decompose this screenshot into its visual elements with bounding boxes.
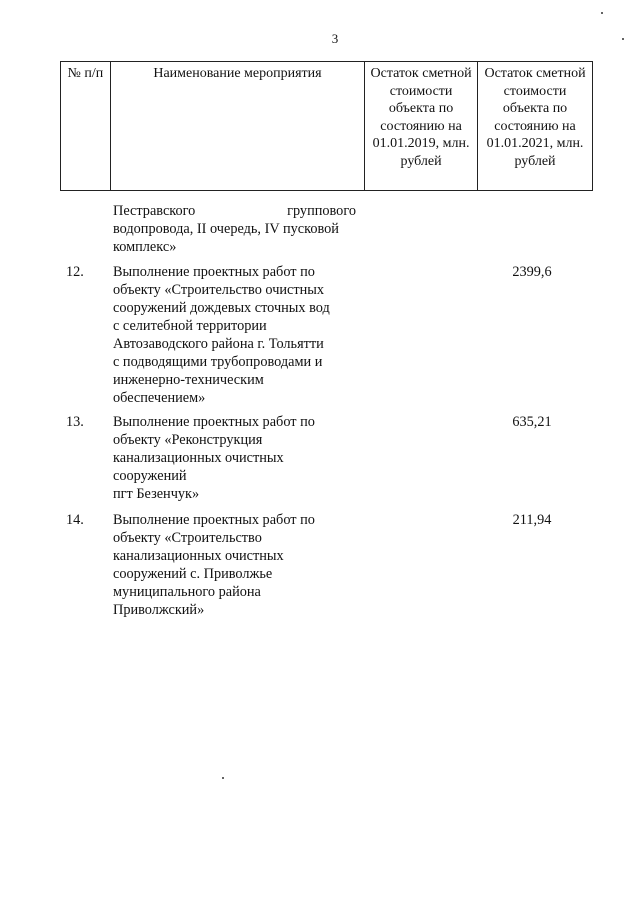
continued-line-3: комплекс» — [113, 239, 177, 255]
row-name-line: сооружений — [113, 468, 187, 484]
row-name-line: с селитебной территории — [113, 318, 267, 334]
row-name-line: Выполнение проектных работ по — [113, 414, 315, 430]
row-name-line: канализационных очистных — [113, 450, 284, 466]
row-name-line: объекту «Строительство — [113, 530, 262, 546]
row-name-line: инженерно-техническим — [113, 372, 264, 388]
row-name — [113, 263, 353, 407]
row-name-line: с подводящими трубопроводами и — [113, 354, 323, 370]
page-number: 3 — [331, 31, 339, 46]
row-name-line: сооружений с. Приволжье — [113, 566, 273, 582]
row-name-line: Выполнение проектных работ по — [113, 512, 315, 528]
row-value-2021: 635,21 — [512, 414, 552, 430]
header-col-2019: Остаток сметной стоимости объекта по состоянию на 01.01.2019, млн. рублей — [365, 62, 478, 191]
continued-line-1-left: Пестравского — [113, 203, 196, 219]
row-name-line: Выполнение проектных работ по — [113, 264, 315, 280]
row-name-line: муниципального района — [113, 584, 261, 600]
continued-line-1 — [113, 202, 356, 220]
row-name-line: объекту «Строительство очистных — [113, 282, 325, 298]
scan-speck — [601, 12, 603, 14]
header-col-name: Наименование мероприятия — [110, 62, 364, 191]
row-name-line: объекту «Реконструкция — [113, 432, 263, 448]
table-header-row — [61, 62, 593, 191]
row-value-2021: 2399,6 — [512, 264, 552, 280]
header-col-2021: Остаток сметной стоимости объекта по состоянию на 01.01.2021, млн. рублей — [478, 62, 593, 191]
continued-item-text — [113, 202, 356, 256]
table-header — [60, 61, 593, 191]
scan-speck — [222, 777, 224, 779]
row-name — [113, 413, 353, 503]
row-name — [113, 511, 353, 619]
row-number: 12. — [66, 264, 84, 280]
header-col-number: № п/п — [61, 62, 111, 191]
row-name-line: Приволжский» — [113, 602, 205, 618]
row-name-line: канализационных очистных — [113, 548, 284, 564]
row-number: 14. — [66, 512, 84, 528]
row-name-line: Автозаводского района г. Тольятти — [113, 336, 324, 352]
scan-speck — [622, 38, 624, 40]
row-value-2021: 211,94 — [512, 512, 552, 528]
continued-line-1-right: группового — [287, 203, 356, 219]
row-name-line: обеспечением» — [113, 390, 206, 406]
row-name-line: сооружений дождевых сточных вод — [113, 300, 330, 316]
row-name-line: пгт Безенчук» — [113, 486, 200, 502]
row-number: 13. — [66, 414, 84, 430]
continued-line-2: водопровода, II очередь, IV пусковой — [113, 221, 339, 237]
